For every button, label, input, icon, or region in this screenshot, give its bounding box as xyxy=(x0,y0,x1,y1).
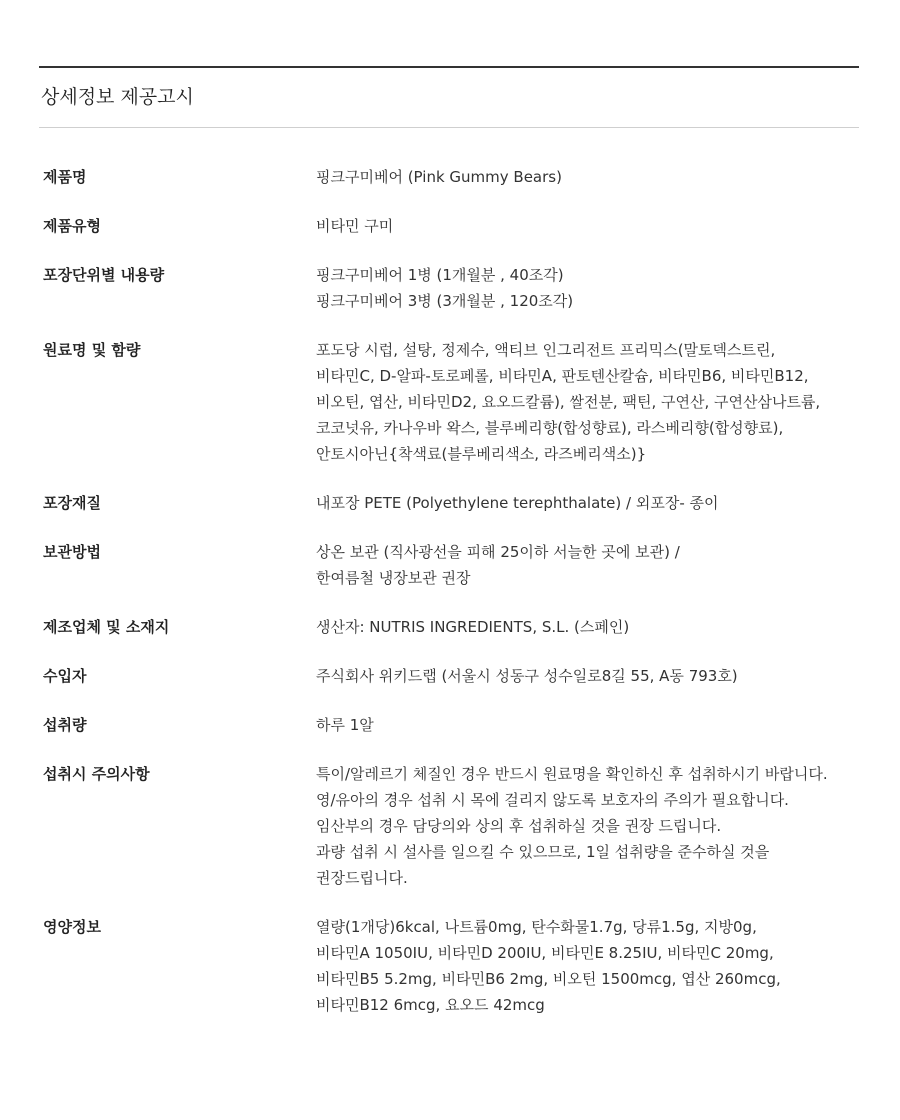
spec-value xyxy=(316,539,859,591)
spec-value-line: 생산자: NUTRIS INGREDIENTS, S.L. (스페인) xyxy=(316,618,630,636)
spec-label: 포장재질 xyxy=(43,494,101,512)
spec-value xyxy=(316,712,859,738)
spec-list xyxy=(39,164,859,1018)
spec-value-line: 핑크구미베어 3병 (3개월분 , 120조각) xyxy=(316,292,574,310)
spec-value-line: 비오틴, 엽산, 비타민D2, 요오드칼륨), 쌀전분, 팩틴, 구연산, 구연산삼나트륨, xyxy=(316,393,821,411)
spec-value-line: 안토시아닌{착색료(블루베리색소, 라즈베리색소)} xyxy=(316,445,647,463)
spec-value-line: 핑크구미베어 1병 (1개월분 , 40조각) xyxy=(316,266,564,284)
spec-value-line: 권장드립니다. xyxy=(316,869,408,887)
spec-value-line: 영/유아의 경우 섭취 시 목에 걸리지 않도록 보호자의 주의가 필요합니다. xyxy=(316,791,789,809)
spec-label: 보관방법 xyxy=(43,543,101,561)
spec-label: 수입자 xyxy=(43,667,87,685)
spec-value xyxy=(316,262,859,314)
spec-row-product-type xyxy=(39,213,859,239)
spec-label: 영양정보 xyxy=(43,918,101,936)
spec-label: 제조업체 및 소재지 xyxy=(43,618,170,636)
spec-value xyxy=(316,490,859,516)
spec-value xyxy=(316,164,859,190)
spec-value-line: 비타민A 1050IU, 비타민D 200IU, 비타민E 8.25IU, 비타민C 20mg, xyxy=(316,944,774,962)
spec-value xyxy=(316,614,859,640)
spec-value xyxy=(316,663,859,689)
spec-row-product-name xyxy=(39,164,859,190)
spec-label: 원료명 및 함량 xyxy=(43,341,141,359)
spec-label: 제품유형 xyxy=(43,217,101,235)
spec-row-storage xyxy=(39,539,859,591)
spec-value xyxy=(316,213,859,239)
spec-value xyxy=(316,337,859,467)
spec-label: 제품명 xyxy=(43,168,87,186)
spec-row-manufacturer xyxy=(39,614,859,640)
spec-value-line: 한여름철 냉장보관 권장 xyxy=(316,569,471,587)
spec-value xyxy=(316,914,859,1018)
spec-value-line: 상온 보관 (직사광선을 피해 25이하 서늘한 곳에 보관) / xyxy=(316,543,680,561)
spec-row-packaging-material xyxy=(39,490,859,516)
spec-value-line: 과량 섭취 시 설사를 일으킬 수 있으므로, 1일 섭취량을 준수하실 것을 xyxy=(316,843,770,861)
spec-value-line: 핑크구미베어 (Pink Gummy Bears) xyxy=(316,168,562,186)
product-info-notice xyxy=(39,66,859,1041)
spec-value-line: 특이/알레르기 체질인 경우 반드시 원료명을 확인하신 후 섭취하시기 바랍니다. xyxy=(316,765,828,783)
spec-value-line: 하루 1알 xyxy=(316,716,374,734)
spec-value-line: 비타민 구미 xyxy=(316,217,394,235)
spec-value xyxy=(316,761,859,891)
spec-value-line: 비타민B12 6mcg, 요오드 42mcg xyxy=(316,996,545,1014)
spec-row-package-contents xyxy=(39,262,859,314)
spec-row-intake xyxy=(39,712,859,738)
spec-label: 섭취량 xyxy=(43,716,87,734)
spec-row-ingredients xyxy=(39,337,859,467)
spec-value-line: 비타민B5 5.2mg, 비타민B6 2mg, 비오틴 1500mcg, 엽산 260mcg, xyxy=(316,970,781,988)
spec-value-line: 포도당 시럽, 설탕, 정제수, 액티브 인그리전트 프리믹스(말토덱스트린, xyxy=(316,341,776,359)
spec-row-nutrition xyxy=(39,914,859,1018)
spec-value-line: 열량(1개당)6kcal, 나트륨0mg, 탄수화물1.7g, 당류1.5g, 지방0g, xyxy=(316,918,757,936)
spec-value-line: 내포장 PETE (Polyethylene terephthalate) / 외포장- 종이 xyxy=(316,494,719,512)
spec-row-precautions xyxy=(39,761,859,891)
spec-label: 섭취시 주의사항 xyxy=(43,765,150,783)
spec-row-importer xyxy=(39,663,859,689)
spec-value-line: 코코넛유, 카나우바 왁스, 블루베리향(합성향료), 라스베리향(합성향료), xyxy=(316,419,784,437)
spec-label: 포장단위별 내용량 xyxy=(43,266,165,284)
spec-value-line: 주식회사 위키드랩 (서울시 성동구 성수일로8길 55, A동 793호) xyxy=(316,667,738,685)
spec-value-line: 비타민C, D-알파-토로페롤, 비타민A, 판토텐산칼슘, 비타민B6, 비타민B12, xyxy=(316,367,809,385)
spec-value-line: 임산부의 경우 담당의와 상의 후 섭취하실 것을 권장 드립니다. xyxy=(316,817,722,835)
section-title: 상세정보 제공고시 xyxy=(39,68,859,128)
